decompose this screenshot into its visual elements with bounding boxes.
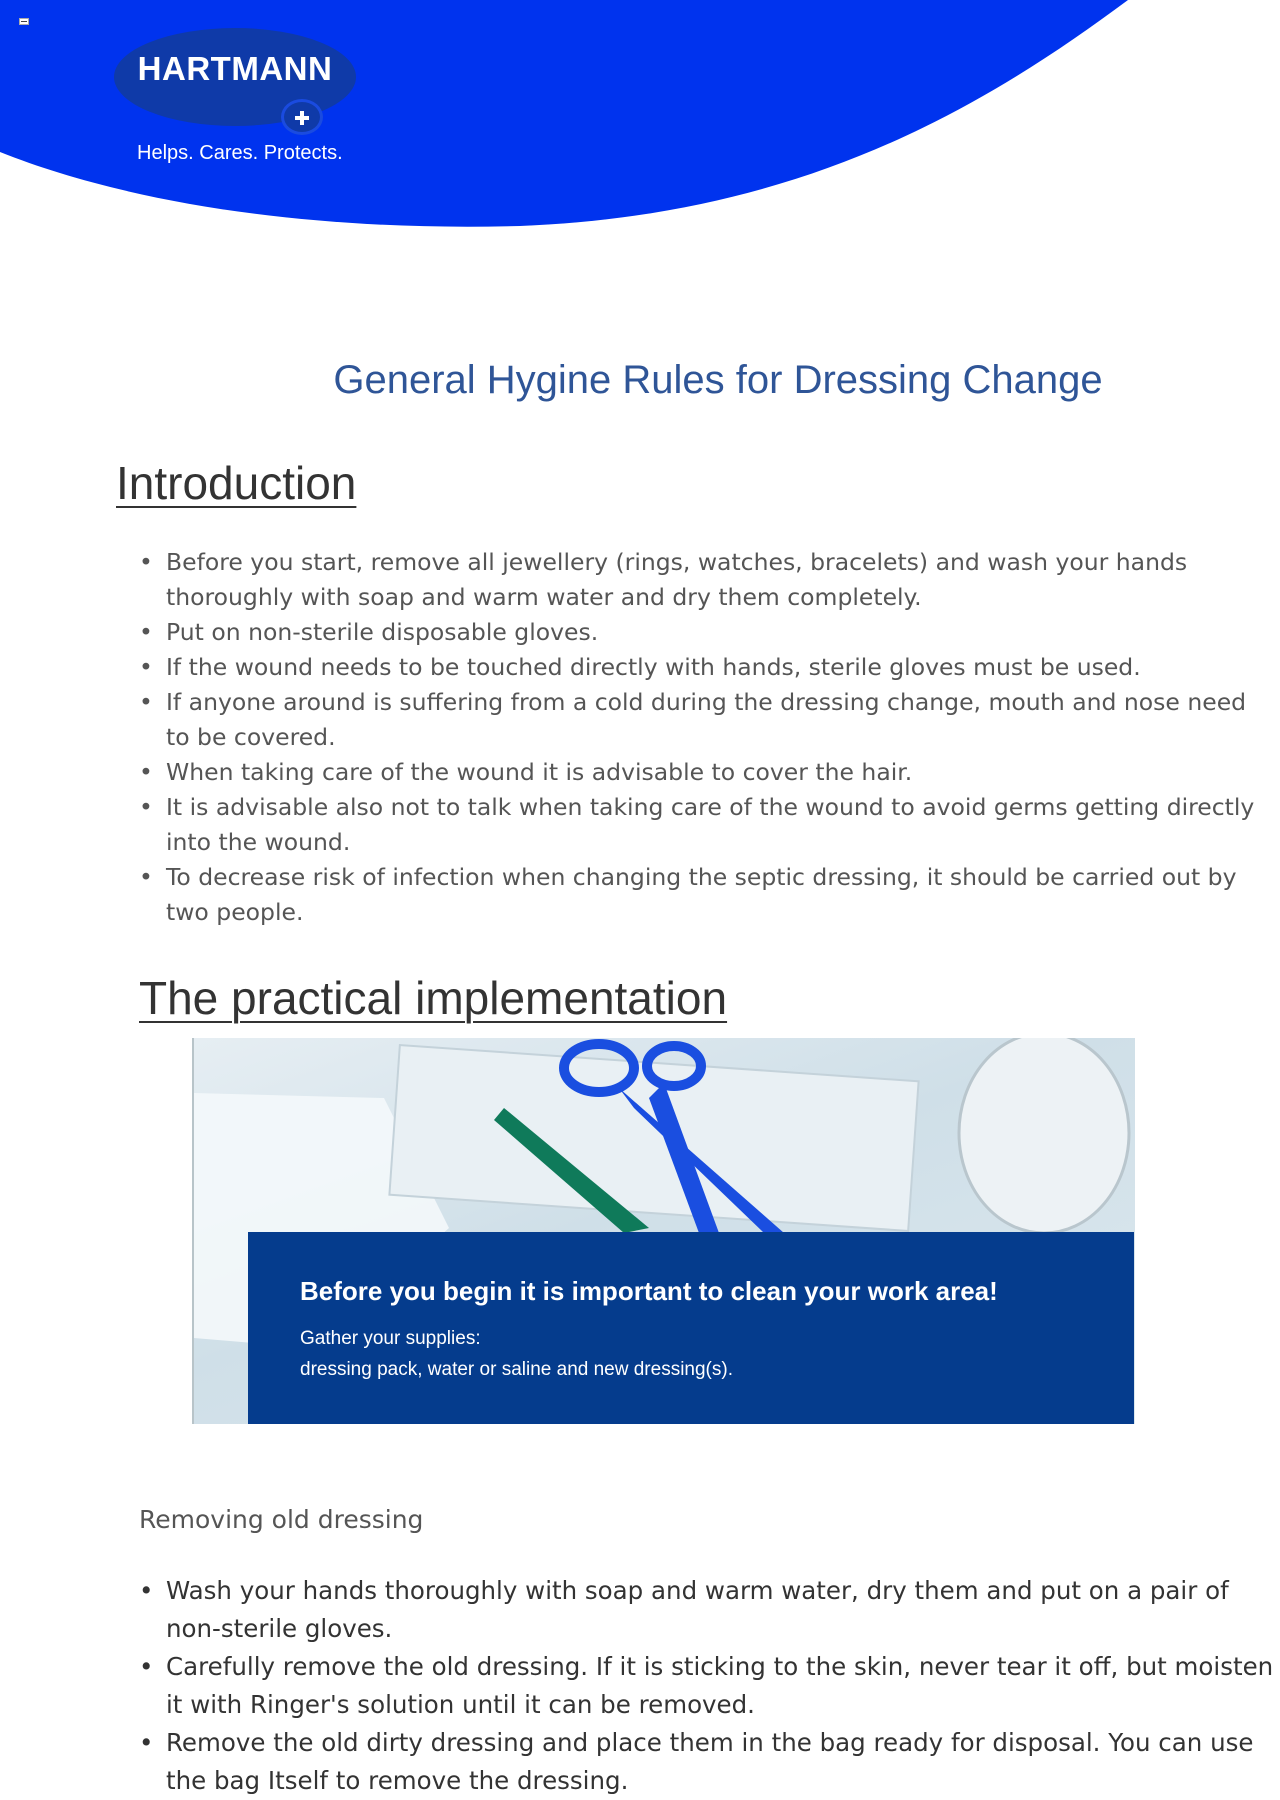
tape-roll xyxy=(959,1038,1129,1233)
list-item: • When taking care of the wound it is advisable to cover the hair. xyxy=(139,755,1259,790)
list-item: • Before you start, remove all jewellery (rings, watches, bracelets) and wash your hands thoroughly with soap and warm water and dry them completely. xyxy=(139,545,1259,615)
banner-heading: Before you begin it is important to clean your work area! xyxy=(300,1276,998,1306)
list-item: • Wash your hands thoroughly with soap and warm water, dry them and put on a pair of non-sterile gloves. xyxy=(139,1572,1279,1648)
banner-line: dressing pack, water or saline and new dressing(s). xyxy=(300,1359,733,1380)
brand-tagline: Helps. Cares. Protects. xyxy=(137,142,343,164)
removing-heading: Removing old dressing xyxy=(139,1505,424,1534)
introduction-list xyxy=(139,545,1259,930)
list-item: • To decrease risk of infection when changing the septic dressing, it should be carried out by two people. xyxy=(139,860,1259,930)
list-item: • If anyone around is suffering from a cold during the dressing change, mouth and nose need to be covered. xyxy=(139,685,1259,755)
plus-cross-icon xyxy=(281,99,323,135)
list-item: • If the wound needs to be touched directly with hands, sterile gloves must be used. xyxy=(139,650,1259,685)
list-item: • Remove the old dirty dressing and place them in the bag ready for disposal. You can use the bag Itself to remove the dressing. xyxy=(139,1724,1279,1800)
removing-list xyxy=(139,1572,1279,1800)
document-title: General Hygine Rules for Dressing Change xyxy=(333,358,1103,402)
introduction-heading: Introduction xyxy=(116,457,357,509)
brand-name: HARTMANN xyxy=(137,50,333,87)
list-item: • Carefully remove the old dressing. If it is sticking to the skin, never tear it off, but moisten it with Ringer's solution until it can be removed. xyxy=(139,1648,1279,1724)
info-banner xyxy=(248,1232,1134,1424)
practical-heading: The practical implementation xyxy=(139,972,728,1024)
supplies-image xyxy=(192,1038,1135,1424)
list-item: • Put on non-sterile disposable gloves. xyxy=(139,615,1259,650)
language-flag-icon[interactable] xyxy=(19,18,29,25)
list-item: • It is advisable also not to talk when taking care of the wound to avoid germs getting directly into the wound. xyxy=(139,790,1259,860)
banner-line: Gather your supplies: xyxy=(300,1328,481,1349)
